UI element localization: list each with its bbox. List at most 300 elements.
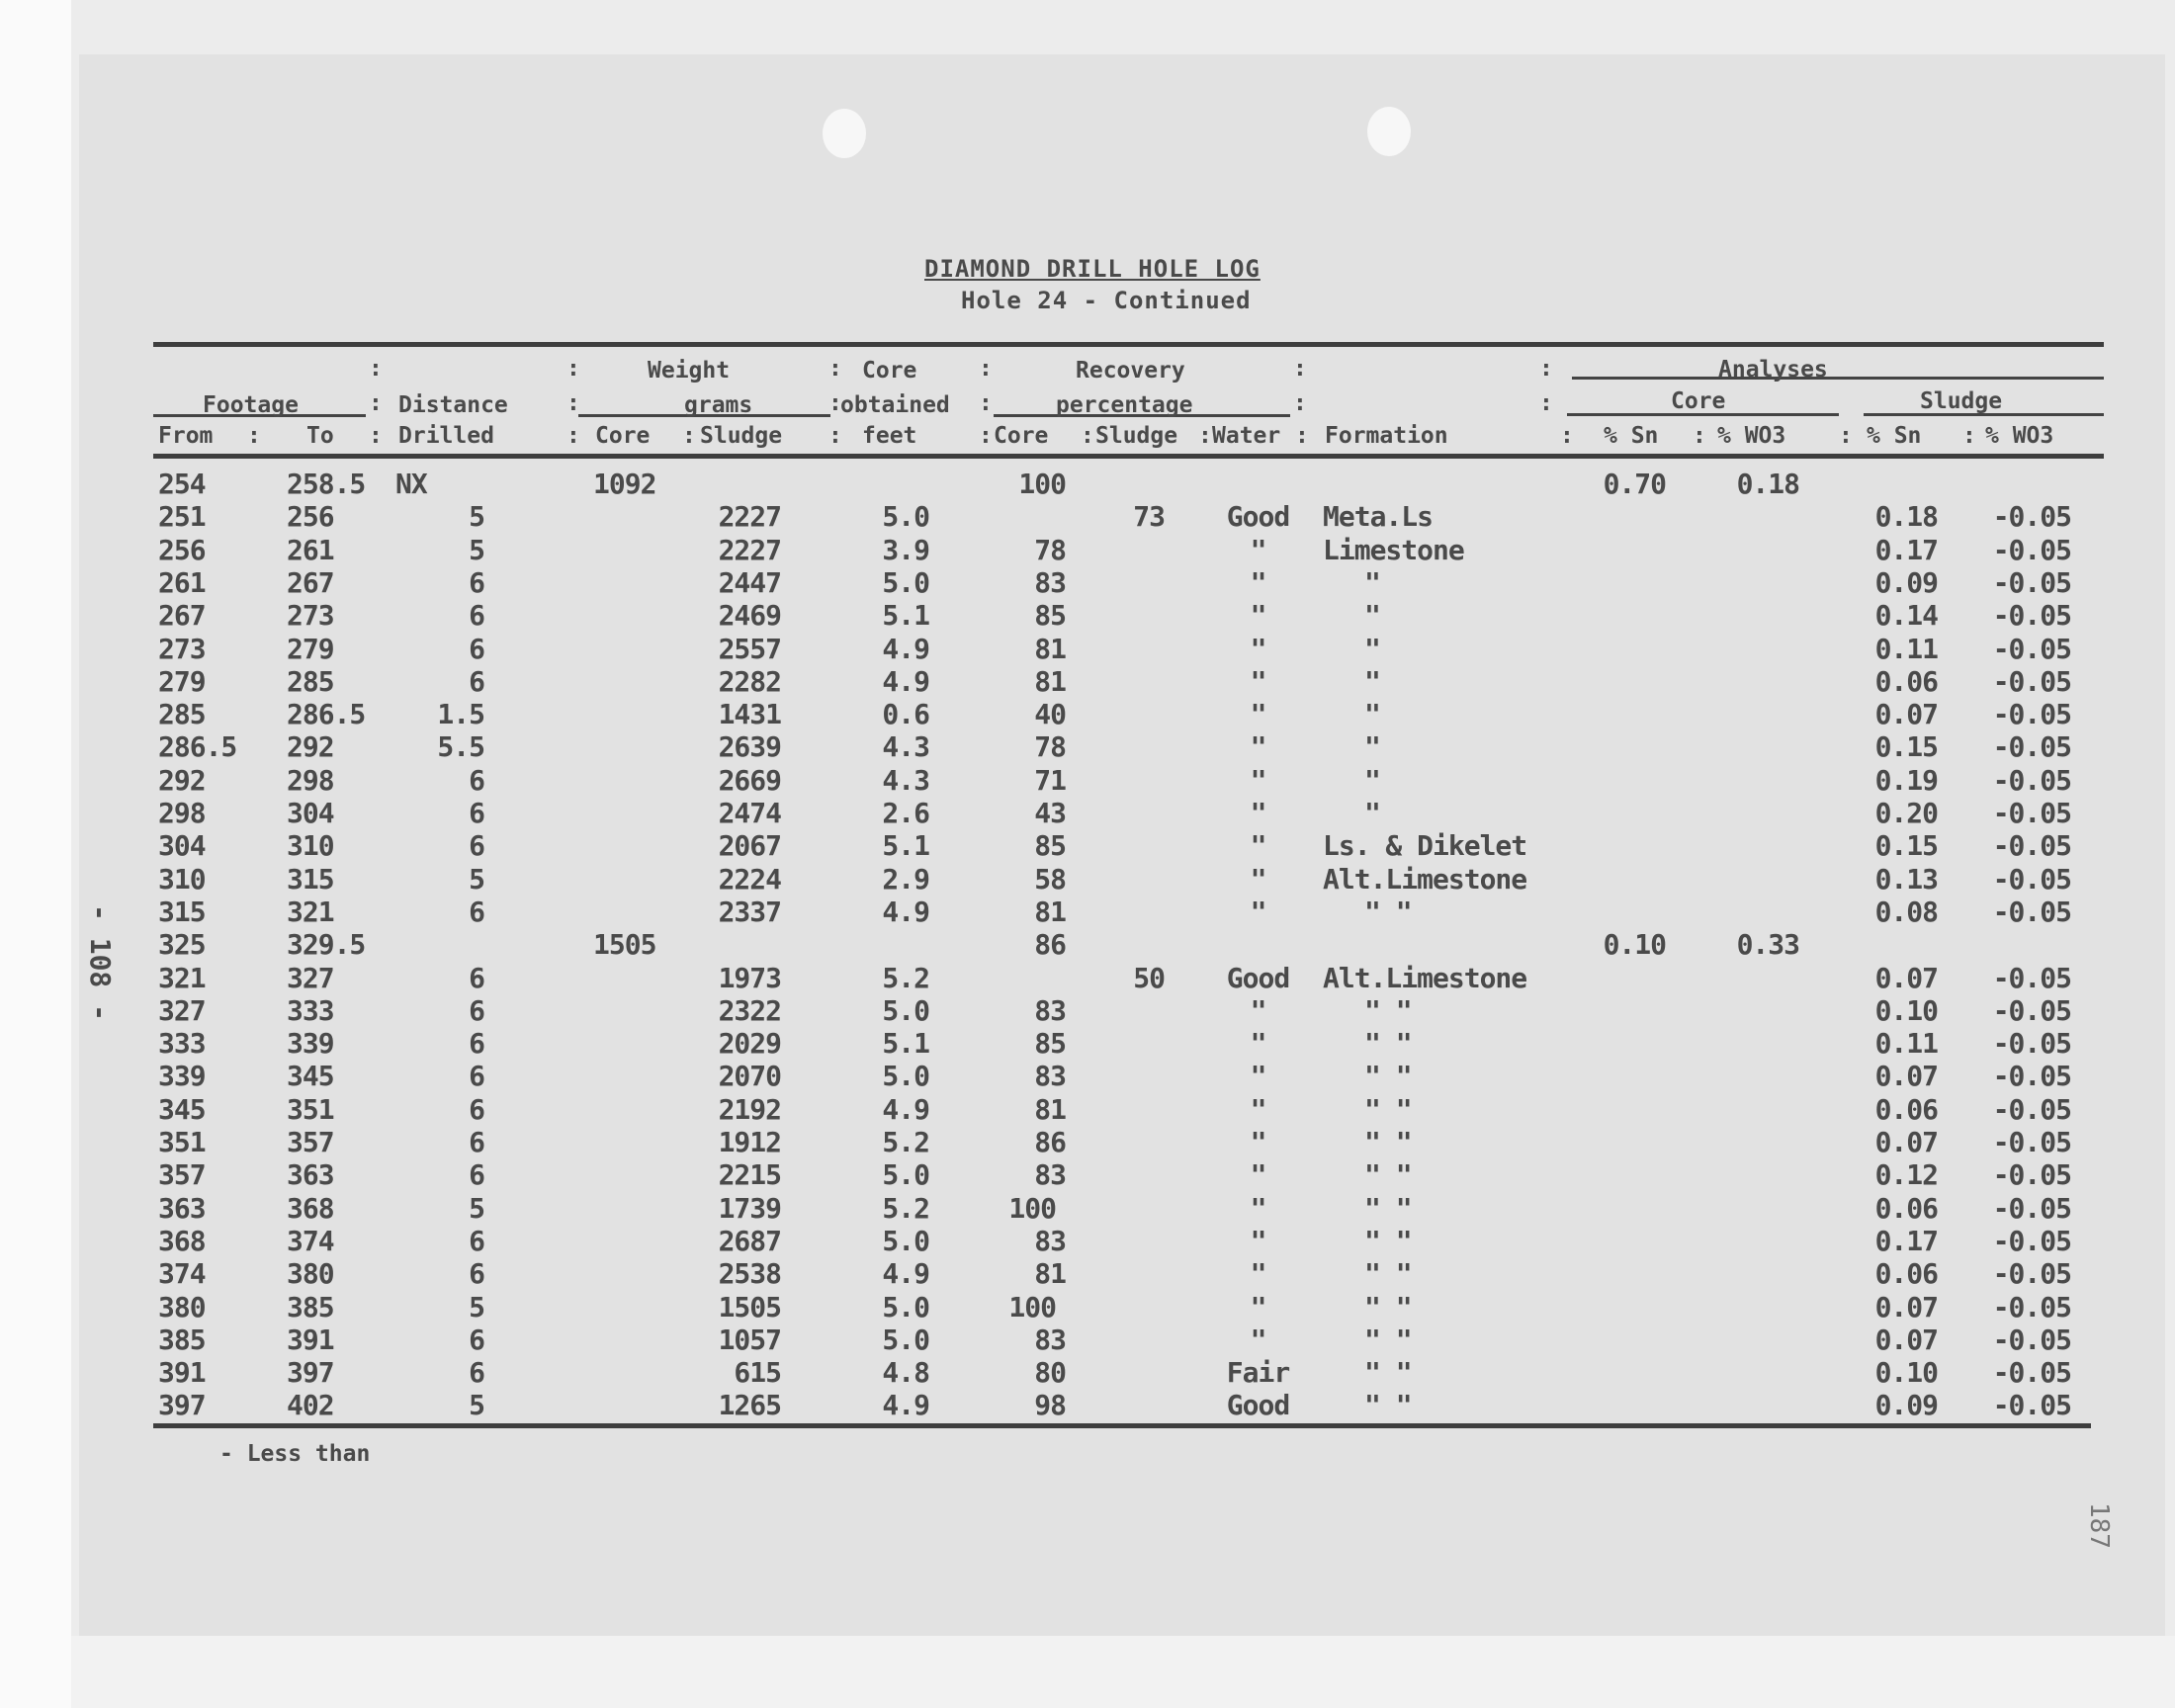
table-cell-formation: " " (1364, 896, 1412, 928)
table-cell-cwo3: 0.18 (1736, 468, 1799, 500)
table-cell-obt: 4.9 (882, 1257, 929, 1290)
table-cell-to: 286.5 (287, 698, 366, 730)
table-cell-water: " (1250, 1192, 1266, 1225)
table-cell-from: 310 (158, 863, 206, 896)
table-cell-from: 397 (158, 1389, 206, 1421)
table-cell-from: 304 (158, 829, 206, 862)
table-cell-water: " (1250, 764, 1266, 797)
table-cell-formation: " " (1364, 994, 1412, 1027)
table-cell-to: 385 (287, 1291, 334, 1324)
table-cell-from: 251 (158, 500, 206, 533)
table-cell-ssn: 0.07 (1874, 1060, 1938, 1092)
table-cell-obt: 2.6 (882, 797, 929, 829)
col-sep: : (828, 423, 842, 449)
table-cell-to: 397 (287, 1356, 334, 1389)
table-cell-rcore: 58 (1034, 863, 1066, 896)
header-distance: Distance (398, 392, 508, 418)
col-sep: : (566, 390, 580, 416)
table-cell-swo3: -0.05 (1992, 1126, 2071, 1158)
table-cell-wsludge: 2469 (718, 599, 781, 632)
side-page-number: - 108 - (84, 904, 117, 1022)
table-cell-to: 374 (287, 1225, 334, 1257)
punch-hole-right (1367, 107, 1411, 156)
table-cell-wsludge: 2070 (718, 1060, 781, 1092)
table-cell-rcore: 100 (1018, 468, 1066, 500)
table-cell-wsludge: 2474 (718, 797, 781, 829)
document-subtitle: Hole 24 - Continued (961, 287, 1252, 314)
table-cell-water: " (1250, 1027, 1266, 1060)
col-sep: : (1293, 390, 1307, 416)
table-cell-dist: 5 (469, 534, 484, 566)
col-sep: : (1560, 423, 1574, 449)
table-cell-water: " (1250, 896, 1266, 928)
header-percentage: percentage (1056, 392, 1193, 418)
archive-page-number: 187 (2084, 1502, 2114, 1549)
table-cell-to: 285 (287, 665, 334, 698)
table-cell-csn: 0.10 (1603, 928, 1666, 961)
table-cell-rsludge: 50 (1133, 962, 1165, 994)
table-cell-from: 325 (158, 928, 206, 961)
table-cell-rsludge: 73 (1133, 500, 1165, 533)
col-sep: : (369, 423, 383, 449)
table-cell-rcore: 71 (1034, 764, 1066, 797)
table-cell-rcore: 81 (1034, 633, 1066, 665)
table-cell-swo3: -0.05 (1992, 1324, 2071, 1356)
table-cell-rcore: 83 (1034, 1158, 1066, 1191)
table-cell-swo3: -0.05 (1992, 665, 2071, 698)
table-cell-to: 273 (287, 599, 334, 632)
table-cell-rcore: 81 (1034, 1093, 1066, 1126)
table-cell-from: 345 (158, 1093, 206, 1126)
col-sep: : (566, 423, 580, 449)
scan-margin (0, 0, 71, 1708)
table-cell-wsludge: 2192 (718, 1093, 781, 1126)
table-cell-from: 380 (158, 1291, 206, 1324)
table-cell-dist: 1.5 (437, 698, 484, 730)
header-recovery: Recovery (1076, 358, 1185, 384)
table-cell-ssn: 0.09 (1874, 1389, 1938, 1421)
table-cell-obt: 4.9 (882, 633, 929, 665)
table-cell-ssn: 0.07 (1874, 698, 1938, 730)
table-cell-formation: " " (1364, 1389, 1412, 1421)
table-cell-to: 304 (287, 797, 334, 829)
table-cell-swo3: -0.05 (1992, 1356, 2071, 1389)
table-cell-swo3: -0.05 (1992, 566, 2071, 599)
table-cell-rcore: 80 (1034, 1356, 1066, 1389)
table-cell-water: " (1250, 1158, 1266, 1191)
table-cell-to: 357 (287, 1126, 334, 1158)
table-cell-swo3: -0.05 (1992, 1291, 2071, 1324)
table-cell-swo3: -0.05 (1992, 500, 2071, 533)
table-cell-rcore: 86 (1034, 928, 1066, 961)
col-sep: : (369, 356, 383, 382)
table-cell-ssn: 0.18 (1874, 500, 1938, 533)
table-cell-to: 315 (287, 863, 334, 896)
table-cell-formation: Alt.Limestone (1323, 962, 1527, 994)
table-cell-from: 315 (158, 896, 206, 928)
header-bottom-rule (153, 454, 2104, 459)
table-cell-dist: 6 (469, 1093, 484, 1126)
table-cell-to: 279 (287, 633, 334, 665)
table-cell-wsludge: 2322 (718, 994, 781, 1027)
table-cell-formation: " (1364, 730, 1380, 763)
table-cell-dist: 6 (469, 1257, 484, 1290)
col-sep: : (828, 356, 842, 382)
table-cell-swo3: -0.05 (1992, 1060, 2071, 1092)
table-cell-obt: 4.3 (882, 764, 929, 797)
table-cell-rcore: 83 (1034, 566, 1066, 599)
col-sep: : (1295, 423, 1309, 449)
header-core-sn: % Sn (1604, 423, 1659, 449)
table-cell-swo3: -0.05 (1992, 1257, 2071, 1290)
table-cell-formation: " " (1364, 1060, 1412, 1092)
table-cell-swo3: -0.05 (1992, 730, 2071, 763)
table-cell-formation: " (1364, 764, 1380, 797)
table-cell-obt: 4.9 (882, 896, 929, 928)
table-cell-swo3: -0.05 (1992, 764, 2071, 797)
table-cell-ssn: 0.09 (1874, 566, 1938, 599)
table-cell-from: 292 (158, 764, 206, 797)
table-cell-wsludge: 2224 (718, 863, 781, 896)
table-cell-ssn: 0.14 (1874, 599, 1938, 632)
table-cell-rcore: 83 (1034, 1324, 1066, 1356)
table-cell-to: 391 (287, 1324, 334, 1356)
table-cell-formation: " " (1364, 1257, 1412, 1290)
table-cell-ssn: 0.06 (1874, 1192, 1938, 1225)
table-cell-wsludge: 2282 (718, 665, 781, 698)
table-cell-formation: " " (1364, 1093, 1412, 1126)
punch-hole-left (823, 109, 866, 158)
table-cell-dist: 5 (469, 1291, 484, 1324)
table-cell-dist: 5 (469, 500, 484, 533)
table-cell-swo3: -0.05 (1992, 534, 2071, 566)
table-cell-dist: 6 (469, 1060, 484, 1092)
header-water: Water (1212, 423, 1281, 449)
footnote: - Less than (219, 1441, 371, 1467)
header-weight-core: Core (595, 423, 651, 449)
table-cell-ssn: 0.17 (1874, 1225, 1938, 1257)
table-cell-from: 285 (158, 698, 206, 730)
table-cell-formation: " " (1364, 1158, 1412, 1191)
table-cell-rcore: 81 (1034, 1257, 1066, 1290)
table-cell-ssn: 0.08 (1874, 896, 1938, 928)
table-cell-ssn: 0.06 (1874, 1257, 1938, 1290)
table-cell-from: 327 (158, 994, 206, 1027)
table-cell-water: " (1250, 1291, 1266, 1324)
table-cell-formation: " " (1364, 1027, 1412, 1060)
table-cell-from: 391 (158, 1356, 206, 1389)
table-cell-swo3: -0.05 (1992, 863, 2071, 896)
table-cell-water: " (1250, 863, 1266, 896)
table-cell-obt: 5.1 (882, 599, 929, 632)
col-sep: : (247, 423, 261, 449)
col-sep: : (1293, 356, 1307, 382)
table-cell-formation: " " (1364, 1356, 1412, 1389)
col-sep: : (979, 390, 993, 416)
table-cell-formation: " (1364, 797, 1380, 829)
table-cell-swo3: -0.05 (1992, 1093, 2071, 1126)
document-title: DIAMOND DRILL HOLE LOG (924, 255, 1261, 283)
table-cell-obt: 4.8 (882, 1356, 929, 1389)
table-cell-wsludge: 2538 (718, 1257, 781, 1290)
table-cell-ssn: 0.11 (1874, 1027, 1938, 1060)
header-weight-sludge: Sludge (700, 423, 783, 449)
header-core-obtained-3: feet (862, 423, 917, 449)
table-cell-obt: 5.0 (882, 1060, 929, 1092)
table-cell-water: " (1250, 1093, 1266, 1126)
table-cell-obt: 5.0 (882, 1225, 929, 1257)
table-cell-dist: 6 (469, 665, 484, 698)
scan-bottom-margin (71, 1636, 2175, 1708)
table-cell-dist: 5 (469, 1389, 484, 1421)
col-sep: : (828, 390, 842, 416)
table-cell-wcore: 1505 (593, 928, 656, 961)
table-cell-dist: 5.5 (437, 730, 484, 763)
header-core-obtained-2: obtained (840, 392, 950, 418)
col-sep: : (979, 356, 993, 382)
col-sep: : (1839, 423, 1853, 449)
table-cell-wsludge: 1505 (718, 1291, 781, 1324)
table-cell-to: 339 (287, 1027, 334, 1060)
table-cell-rcore: 78 (1034, 730, 1066, 763)
table-cell-to: 310 (287, 829, 334, 862)
table-cell-obt: 5.2 (882, 962, 929, 994)
table-cell-to: 261 (287, 534, 334, 566)
table-cell-wsludge: 1431 (718, 698, 781, 730)
header-core-wo3: % WO3 (1717, 423, 1786, 449)
table-cell-to: 333 (287, 994, 334, 1027)
table-cell-from: 261 (158, 566, 206, 599)
table-cell-dist: 6 (469, 566, 484, 599)
table-cell-water: " (1250, 1257, 1266, 1290)
table-cell-formation: " (1364, 599, 1380, 632)
table-cell-obt: 5.0 (882, 500, 929, 533)
table-cell-rcore: 86 (1034, 1126, 1066, 1158)
table-cell-water: " (1250, 797, 1266, 829)
table-cell-dist: 5 (469, 1192, 484, 1225)
table-cell-water: Fair (1226, 1356, 1290, 1389)
col-sep: : (1539, 356, 1553, 382)
table-cell-to: 292 (287, 730, 334, 763)
table-cell-wsludge: 2557 (718, 633, 781, 665)
table-cell-swo3: -0.05 (1992, 896, 2071, 928)
table-top-rule (153, 342, 2104, 347)
table-cell-wsludge: 1912 (718, 1126, 781, 1158)
table-cell-swo3: -0.05 (1992, 698, 2071, 730)
table-cell-obt: 5.0 (882, 1158, 929, 1191)
header-from: From (158, 423, 214, 449)
table-cell-water: " (1250, 698, 1266, 730)
table-cell-water: " (1250, 1225, 1266, 1257)
table-cell-obt: 5.2 (882, 1192, 929, 1225)
table-cell-wsludge: 2687 (718, 1225, 781, 1257)
table-cell-rcore: 43 (1034, 797, 1066, 829)
table-cell-swo3: -0.05 (1992, 1027, 2071, 1060)
table-cell-water: Good (1226, 500, 1290, 533)
table-cell-from: 357 (158, 1158, 206, 1191)
table-cell-to: 345 (287, 1060, 334, 1092)
analyses-underline (1572, 377, 2104, 380)
table-cell-rcore: 78 (1034, 534, 1066, 566)
table-cell-formation: " " (1364, 1324, 1412, 1356)
table-cell-water: " (1250, 599, 1266, 632)
table-cell-water: " (1250, 1324, 1266, 1356)
header-analyses: Analyses (1718, 357, 1828, 383)
table-cell-water: " (1250, 829, 1266, 862)
table-cell-water: " (1250, 994, 1266, 1027)
table-cell-from: 321 (158, 962, 206, 994)
table-cell-water: " (1250, 1126, 1266, 1158)
header-core-obtained-1: Core (862, 358, 917, 384)
table-cell-to: 368 (287, 1192, 334, 1225)
table-cell-water: Good (1226, 962, 1290, 994)
table-cell-swo3: -0.05 (1992, 1158, 2071, 1191)
table-bottom-rule (153, 1423, 2091, 1428)
table-cell-obt: 4.3 (882, 730, 929, 763)
table-cell-formation: Alt.Limestone (1323, 863, 1527, 896)
table-cell-ssn: 0.11 (1874, 633, 1938, 665)
table-cell-swo3: -0.05 (1992, 962, 2071, 994)
table-cell-rcore: 83 (1034, 1060, 1066, 1092)
table-cell-swo3: -0.05 (1992, 1389, 2071, 1421)
table-cell-dist: 6 (469, 896, 484, 928)
table-cell-formation: " " (1364, 1126, 1412, 1158)
table-cell-obt: 4.9 (882, 1093, 929, 1126)
table-cell-to: 363 (287, 1158, 334, 1191)
header-recovery-sludge: Sludge (1095, 423, 1178, 449)
table-cell-dist: 6 (469, 1158, 484, 1191)
table-cell-ssn: 0.17 (1874, 534, 1938, 566)
table-cell-formation: " (1364, 566, 1380, 599)
col-sep: : (369, 390, 383, 416)
table-cell-water: " (1250, 534, 1266, 566)
table-cell-rcore: 83 (1034, 994, 1066, 1027)
table-cell-obt: 5.1 (882, 829, 929, 862)
table-cell-from: 256 (158, 534, 206, 566)
table-cell-rcore: 100 (1008, 1291, 1056, 1324)
header-sludge-wo3: % WO3 (1985, 423, 2054, 449)
table-cell-formation: " (1364, 633, 1380, 665)
table-cell-dist: 6 (469, 797, 484, 829)
table-cell-csn: 0.70 (1603, 468, 1666, 500)
table-cell-water: " (1250, 633, 1266, 665)
table-cell-to: 258.5 (287, 468, 366, 500)
col-sep: : (979, 423, 993, 449)
table-cell-to: 298 (287, 764, 334, 797)
table-cell-from: 385 (158, 1324, 206, 1356)
table-cell-swo3: -0.05 (1992, 599, 2071, 632)
table-cell-dist: 6 (469, 1027, 484, 1060)
table-cell-to: 380 (287, 1257, 334, 1290)
table-cell-from: 333 (158, 1027, 206, 1060)
table-cell-rcore: 85 (1034, 829, 1066, 862)
table-cell-ssn: 0.20 (1874, 797, 1938, 829)
table-cell-ssn: 0.07 (1874, 1291, 1938, 1324)
col-sep: : (1962, 423, 1976, 449)
header-footage: Footage (203, 392, 299, 418)
header-formation: Formation (1325, 423, 1448, 449)
header-analyses-core: Core (1671, 388, 1726, 414)
table-cell-from: 298 (158, 797, 206, 829)
table-cell-swo3: -0.05 (1992, 1225, 2071, 1257)
table-cell-dist: 6 (469, 633, 484, 665)
table-cell-ssn: 0.06 (1874, 665, 1938, 698)
table-cell-from: 254 (158, 468, 206, 500)
table-cell-to: 351 (287, 1093, 334, 1126)
table-cell-dist: 6 (469, 1126, 484, 1158)
table-cell-rcore: 100 (1008, 1192, 1056, 1225)
table-cell-from: 351 (158, 1126, 206, 1158)
table-cell-formation: Limestone (1323, 534, 1464, 566)
table-cell-to: 256 (287, 500, 334, 533)
table-cell-wcore: 1092 (593, 468, 656, 500)
table-cell-wsludge: 2337 (718, 896, 781, 928)
table-cell-ssn: 0.12 (1874, 1158, 1938, 1191)
table-cell-from: 368 (158, 1225, 206, 1257)
table-cell-swo3: -0.05 (1992, 1192, 2071, 1225)
col-sep: : (1693, 423, 1706, 449)
table-cell-obt: 0.6 (882, 698, 929, 730)
table-cell-obt: 4.9 (882, 1389, 929, 1421)
table-cell-from: 279 (158, 665, 206, 698)
table-cell-formation: " (1364, 698, 1380, 730)
table-cell-formation: " " (1364, 1192, 1412, 1225)
table-cell-water: " (1250, 1060, 1266, 1092)
table-cell-ssn: 0.07 (1874, 962, 1938, 994)
table-cell-from: 363 (158, 1192, 206, 1225)
table-cell-formation: Meta.Ls (1323, 500, 1434, 533)
table-cell-dist: 6 (469, 599, 484, 632)
table-cell-from: 339 (158, 1060, 206, 1092)
header-sludge-sn: % Sn (1867, 423, 1922, 449)
table-cell-ssn: 0.10 (1874, 1356, 1938, 1389)
table-cell-ssn: 0.07 (1874, 1126, 1938, 1158)
table-cell-obt: 5.0 (882, 994, 929, 1027)
table-cell-wsludge: 1265 (718, 1389, 781, 1421)
table-cell-wsludge: 2639 (718, 730, 781, 763)
table-cell-from: 267 (158, 599, 206, 632)
table-cell-ssn: 0.06 (1874, 1093, 1938, 1126)
col-sep: : (566, 356, 580, 382)
header-to: To (306, 423, 334, 449)
table-cell-obt: 5.0 (882, 566, 929, 599)
table-cell-obt: 5.0 (882, 1291, 929, 1324)
table-cell-wsludge: 2669 (718, 764, 781, 797)
table-cell-to: 402 (287, 1389, 334, 1421)
table-cell-to: 329.5 (287, 928, 366, 961)
table-cell-formation: " " (1364, 1225, 1412, 1257)
table-cell-dist: 5 (469, 863, 484, 896)
table-cell-from: 286.5 (158, 730, 237, 763)
col-sep: : (1539, 390, 1553, 416)
table-cell-ssn: 0.07 (1874, 1324, 1938, 1356)
table-cell-wsludge: 1739 (718, 1192, 781, 1225)
table-cell-ssn: 0.19 (1874, 764, 1938, 797)
col-sep: : (1198, 423, 1212, 449)
table-cell-dist: 6 (469, 1324, 484, 1356)
table-cell-ssn: 0.13 (1874, 863, 1938, 896)
table-cell-rcore: 83 (1034, 1225, 1066, 1257)
table-cell-wsludge: 2227 (718, 500, 781, 533)
table-cell-wsludge: 1057 (718, 1324, 781, 1356)
table-cell-from: 374 (158, 1257, 206, 1290)
col-sep: : (682, 423, 696, 449)
table-cell-swo3: -0.05 (1992, 797, 2071, 829)
table-cell-formation: Ls. & Dikelet (1323, 829, 1527, 862)
table-cell-dist: 6 (469, 1225, 484, 1257)
table-cell-dist: NX (395, 468, 427, 500)
table-cell-formation: " " (1364, 1291, 1412, 1324)
